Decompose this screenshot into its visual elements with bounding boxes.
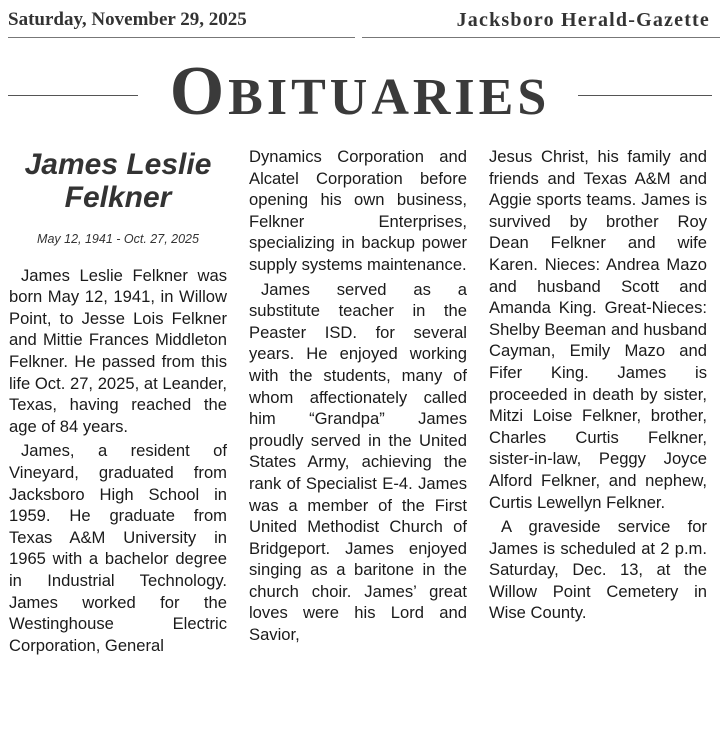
obituary-paragraph: James, a resident of Vineyard, graduated from Jacksboro High School in 1959. He graduate from Texas A&M University in 1965 with a bachelor degree in Industrial Technology. James worked for the Westinghouse Electric Corporation, General (9, 441, 227, 655)
obituary-column-2 (249, 146, 467, 646)
obituary-paragraph: Jesus Christ, his family and friends and Texas A&M and Aggie sports teams. James is survived by brother Roy Dean Felkner and wife Karen. Nieces: Andrea Mazo and husband Scott and Amanda King. Great-Nieces: Shelby Beeman and husband Cayman, Emily Mazo and Fifer King. James is proceeded in death by sister, Mitzi Loise Felkner, brother, Charles Curtis Felkner, sister-in-law, Peggy Joyce Alford Felkner, and nephew, Curtis Lewellyn Felkner. (489, 147, 707, 512)
obituary-column-3 (489, 146, 707, 624)
deceased-name: James Leslie Felkner (24, 148, 212, 214)
section-header (0, 52, 720, 132)
obituary-paragraph: James served as a substitute teacher in the Peaster ISD. for several years. He enjoyed working with the students, many of whom affectionately called him “Grandpa” James proudly served in the United States Army, achieving the rank of Specialist E-4. James was a member of the First United Methodist Church of Bridgeport. James enjoyed singing as a baritone in the church choir. James’ great loves were his Lord and Savior, (249, 279, 467, 645)
masthead (0, 0, 720, 40)
masthead-rule-right (362, 37, 720, 38)
obituary-column-1 (9, 146, 227, 656)
obituary-paragraph: James Leslie Felkner was born May 12, 1941, in Willow Point, to Jesse Lois Felkner and Mittie Frances Middleton Felkner. He passed from this life Oct. 27, 2025, at Leander, Texas, having reached the age of 84 years. (9, 265, 227, 436)
issue-date: Saturday, November 29, 2025 (8, 9, 247, 30)
newspaper-name: Jacksboro Herald-Gazette (456, 9, 710, 31)
section-title: OBITUARIES (169, 53, 551, 130)
obituary-paragraph: A graveside service for James is scheduled at 2 p.m. Saturday, Dec. 13, at the Willow Point Cemetery in Wise County. (489, 517, 707, 623)
masthead-rule-left (8, 37, 355, 38)
life-dates: May 12, 1941 - Oct. 27, 2025 (37, 232, 199, 246)
obituary-paragraph: Dynamics Corporation and Alcatel Corporation before opening his own business, Felkner Enterprises, specializing in backup power supply systems maintenance. (249, 147, 467, 274)
title-rule-right (578, 95, 712, 96)
